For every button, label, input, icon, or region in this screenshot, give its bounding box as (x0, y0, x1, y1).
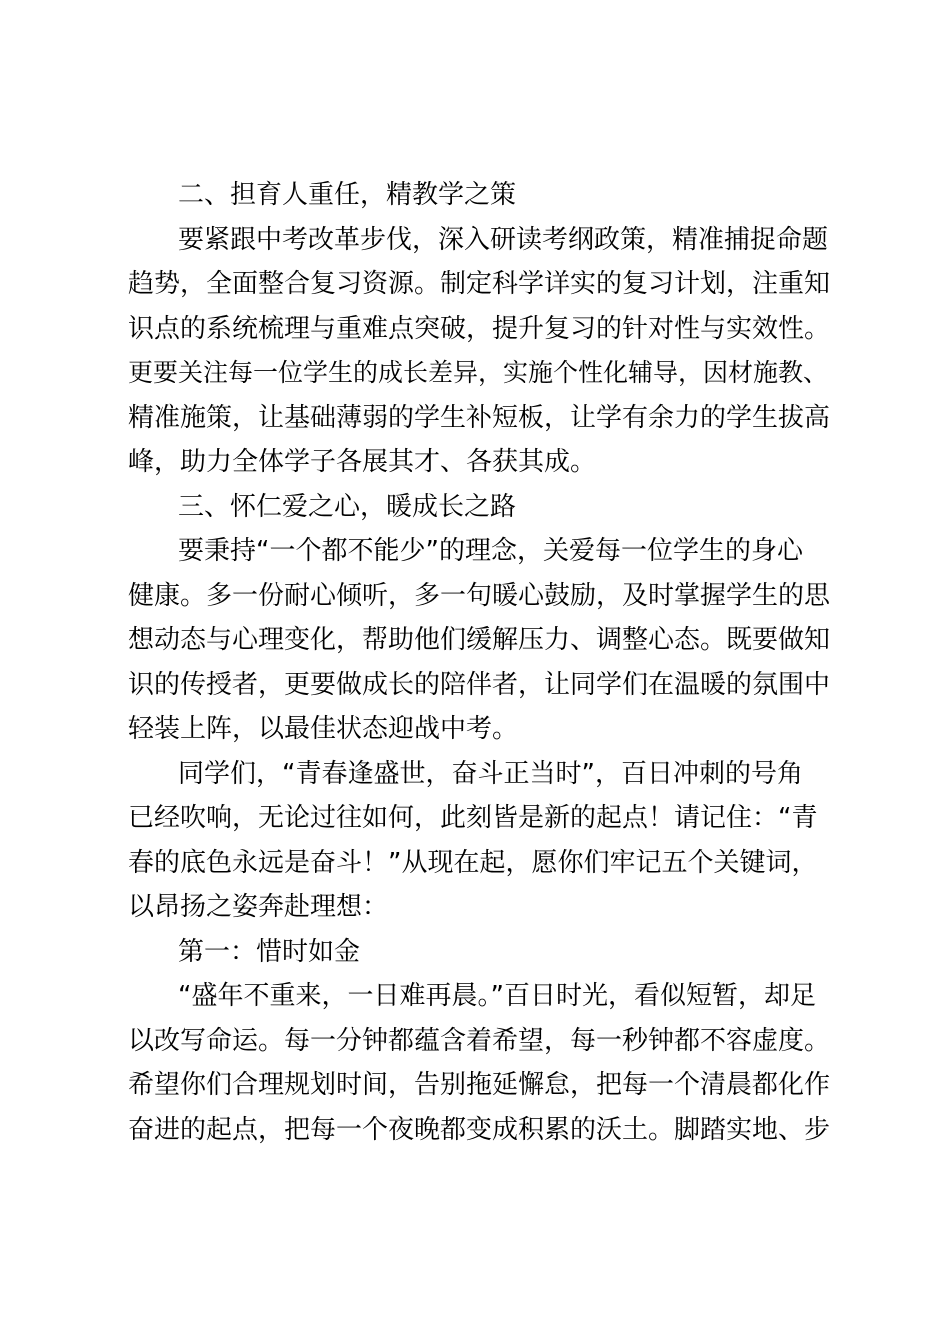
paragraph-line: 要紧跟中考改革步伐，深入研读考纲政策，精准捕捉命题 (178, 225, 829, 255)
paragraph-line: “盛年不重来，一日难再晨。”百日时光，看似短暂，却足 (178, 981, 816, 1011)
paragraph-line: 春的底色永远是奋斗！”从现在起，愿你们牢记五个关键词， (128, 848, 818, 878)
paragraph-line: 要秉持“一个都不能少”的理念，关爱每一位学生的身心 (178, 536, 803, 566)
section-heading-2: 二、担育人重任，精教学之策 (178, 180, 517, 210)
paragraph-line: 更要关注每一位学生的成长差异，实施个性化辅导，因材施教、 (128, 358, 829, 387)
paragraph-line: 奋进的起点，把每一个夜晚都变成积累的沃土。脚踏实地、步 (128, 1115, 831, 1145)
paragraph-line: 峰，助力全体学子各展其才、各获其成。 (128, 447, 597, 477)
paragraph-line: 识点的系统梳理与重难点突破，提升复习的针对性与实效性。 (128, 314, 831, 344)
paragraph-line: 轻装上阵，以最佳状态迎战中考。 (128, 714, 519, 744)
paragraph-line: 想动态与心理变化，帮助他们缓解压力、调整心态。既要做知 (128, 625, 831, 655)
paragraph-line: 趋势，全面整合复习资源。制定科学详实的复习计划，注重知 (128, 269, 831, 299)
paragraph-line: 精准施策，让基础薄弱的学生补短板，让学有余力的学生拔高 (128, 403, 831, 433)
paragraph-line: 同学们，“青春逢盛世，奋斗正当时”，百日冲刺的号角 (178, 759, 803, 789)
paragraph-line: 以昂扬之姿奔赴理想： (128, 892, 389, 922)
paragraph-line: 以改写命运。每一分钟都蕴含着希望，每一秒钟都不容虚度。 (128, 1026, 831, 1056)
paragraph-line: 已经吹响，无论过往如何，此刻皆是新的起点！请记住：“青 (128, 803, 818, 833)
keyword-heading-1: 第一：惜时如金 (178, 937, 361, 967)
section-heading-3: 三、怀仁爱之心，暖成长之路 (178, 492, 517, 522)
paragraph-line: 希望你们合理规划时间，告别拖延懈怠，把每一个清晨都化作 (128, 1070, 831, 1100)
paragraph-line: 识的传授者，更要做成长的陪伴者，让同学们在温暖的氛围中 (128, 670, 831, 700)
paragraph-line: 健康。多一份耐心倾听，多一句暖心鼓励，及时掌握学生的思 (128, 581, 831, 611)
